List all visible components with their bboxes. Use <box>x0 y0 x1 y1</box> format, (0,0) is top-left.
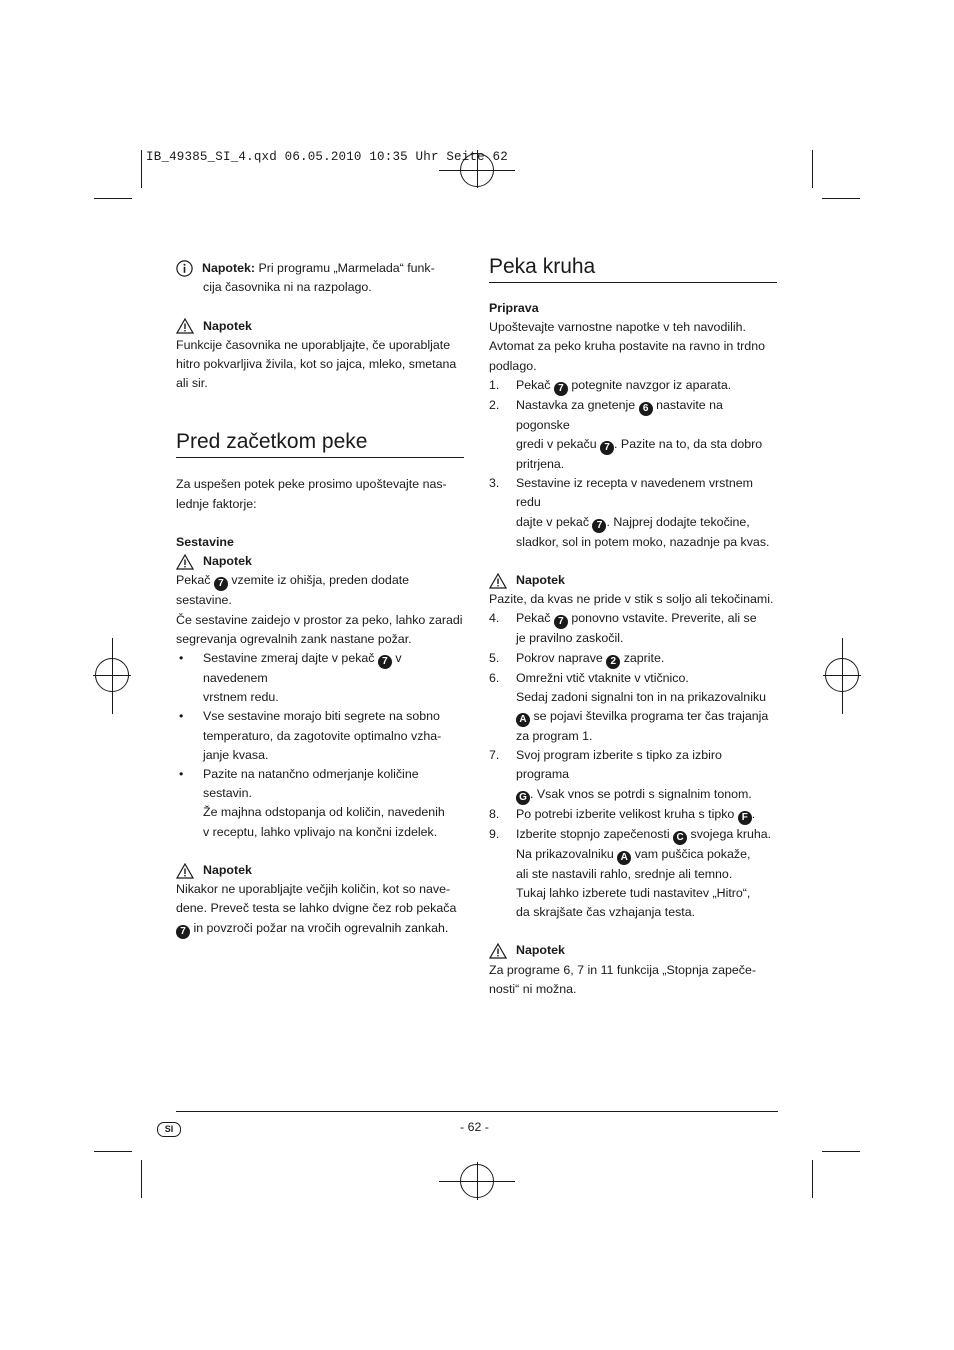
control-marker: A <box>516 713 530 727</box>
note-text: Pekač 7 vzemite iz ohišja, preden dodate sestavine. <box>176 573 410 608</box>
note-text: Pazite, da kvas ne pride v stik s soljo ali tekočinami. <box>489 592 774 607</box>
note-text: segrevanja ogrevalnih zank nastane požar. <box>176 631 412 646</box>
warning-icon <box>176 318 194 334</box>
step-item: 6. Omrežni vtič vtaknite v vtičnico. <box>489 670 689 685</box>
warning-note <box>489 571 777 590</box>
note-text: 7 in povzroči požar na vročih ogrevalnih zankah. <box>176 919 464 939</box>
intro-text: podlago. <box>489 358 537 373</box>
left-column <box>176 259 464 939</box>
note-label: Napotek <box>516 943 565 958</box>
control-marker: C <box>673 831 687 845</box>
warning-icon <box>489 943 507 959</box>
intro-text: Za uspešen potek peke prosimo upoštevajte nas- <box>176 477 447 492</box>
list-item-text: janje kvasa. <box>203 747 269 762</box>
part-marker: 7 <box>554 615 568 629</box>
step-text: gredi v pekaču 7 . Pazite na to, da sta dobro <box>516 437 763 454</box>
intro-text: Avtomat za peko kruha postavite na ravno in trdno <box>489 339 765 354</box>
note-label: Napotek <box>203 554 252 569</box>
list-item-text: Že majhna odstopanja od količin, navedenih <box>203 805 445 820</box>
list-item-text: vrstnem redu. <box>203 690 279 705</box>
footer-rule <box>176 1111 778 1112</box>
note-text: cija časovnika ni na razpolago. <box>203 280 372 295</box>
step-text: ali ste nastavili rahlo, srednje ali temno. <box>516 866 733 881</box>
sub-heading: Sestavine <box>176 535 234 549</box>
note-text: Nikakor ne uporabljajte večjih količin, kot so nave- <box>176 882 451 897</box>
note-text: nosti“ ni možna. <box>489 981 577 996</box>
section-heading: Peka kruha <box>489 254 777 283</box>
step-text: A se pojavi številka programa ter čas trajanja <box>489 707 777 727</box>
note-text: dene. Preveč testa se lahko dvigne čez rob pekača <box>176 901 457 916</box>
list-item-text: v receptu, lahko vplivajo na končni izdelek. <box>203 824 438 839</box>
print-slug: IB_49385_SI_4.qxd 06.05.2010 10:35 Uhr Seite 62 <box>146 150 508 164</box>
step-text: je pravilno zaskočil. <box>516 631 624 646</box>
note-label: Napotek <box>203 318 252 333</box>
note-text: Za programe 6, 7 in 11 funkcija „Stopnja zapeče- <box>489 962 757 977</box>
warning-note <box>489 941 777 960</box>
note-text: ali sir. <box>176 376 208 391</box>
list-item: • Vse sestavine morajo biti segrete na sobno <box>176 707 464 726</box>
section-heading: Pred začetkom peke <box>176 429 464 458</box>
warning-icon <box>489 573 507 589</box>
step-item: 8. Po potrebi izberite velikost kruha s tipko F . <box>489 806 756 823</box>
list-item: • Sestavine zmeraj dajte v pekač 7 v navedenem <box>176 649 464 688</box>
step-item: 4. Pekač 7 ponovno vstavite. Preverite, ali se <box>489 611 757 628</box>
part-marker: 7 <box>214 577 228 591</box>
warning-note <box>176 317 464 336</box>
step-text: dajte v pekač 7 . Najprej dodajte tekočine, <box>516 514 750 531</box>
info-icon <box>176 260 193 277</box>
step-text: G . Vsak vnos se potrdi s signalnim tonom. <box>489 785 777 805</box>
step-text: za program 1. <box>516 729 593 744</box>
note-text: Funkcije časovnika ne uporabljajte, če uporabljate <box>176 337 451 352</box>
note-text: Pri programu „Marmelada“ funk- <box>258 261 435 275</box>
note-label: Napotek: <box>202 261 256 275</box>
warning-note <box>176 552 464 571</box>
part-marker: 7 <box>378 655 392 669</box>
warning-icon <box>176 863 194 879</box>
intro-text: lednje faktorje: <box>176 496 257 511</box>
list-item-text: temperaturo, da zagotovite optimalno vzha- <box>203 728 442 743</box>
warning-icon <box>176 554 194 570</box>
language-badge: SI <box>157 1122 181 1137</box>
part-marker: 2 <box>606 655 620 669</box>
part-marker: 7 <box>592 519 606 533</box>
step-text: Sedaj zadoni signalni ton in na prikazovalniku <box>516 689 767 704</box>
step-text: sladkor, sol in potem moko, nazadnje pa kvas. <box>516 534 770 549</box>
info-note <box>176 259 464 278</box>
step-text: Na prikazovalniku A vam puščica pokaže, <box>516 846 751 863</box>
note-text: hitro pokvarljiva živila, kot so jajca, mleko, smetana <box>176 357 457 371</box>
control-marker: F <box>738 811 752 825</box>
part-marker: 7 <box>176 925 190 939</box>
step-text: da skrajšate čas vzhajanja testa. <box>516 905 696 920</box>
intro-text: Upoštevajte varnostne napotke v teh navodilih. <box>489 320 746 335</box>
step-item: 2. Nastavka za gnetenje 6 nastavite na pogonske <box>489 397 723 432</box>
step-text: Tukaj lahko izberete tudi nastavitev „Hitro“, <box>516 885 751 900</box>
part-marker: 7 <box>554 382 568 396</box>
page-number: - 62 - <box>460 1120 489 1134</box>
note-label: Napotek <box>516 573 565 588</box>
part-marker: 7 <box>600 441 614 455</box>
control-marker: G <box>516 791 530 805</box>
part-marker: 6 <box>639 402 653 416</box>
warning-note <box>176 861 464 880</box>
list-item: • Pazite na natančno odmerjanje količine sestavin. <box>176 765 464 803</box>
step-item: 9. Izberite stopnjo zapečenosti C svojega kruha. <box>489 826 772 843</box>
note-label: Napotek <box>203 863 252 878</box>
control-marker: A <box>617 851 631 865</box>
right-column <box>489 254 777 999</box>
note-text: Če sestavine zaidejo v prostor za peko, lahko zaradi <box>176 612 463 627</box>
step-item: 1. Pekač 7 potegnite navzgor iz aparata. <box>489 377 732 394</box>
step-item: 7. Svoj program izberite s tipko za izbiro programa <box>489 748 722 782</box>
step-item: 5. Pokrov naprave 2 zaprite. <box>489 650 665 667</box>
step-item: 3. Sestavine iz recepta v navedenem vrstnem redu <box>489 476 753 510</box>
sub-heading: Priprava <box>489 301 539 315</box>
step-text: pritrjena. <box>516 457 565 472</box>
